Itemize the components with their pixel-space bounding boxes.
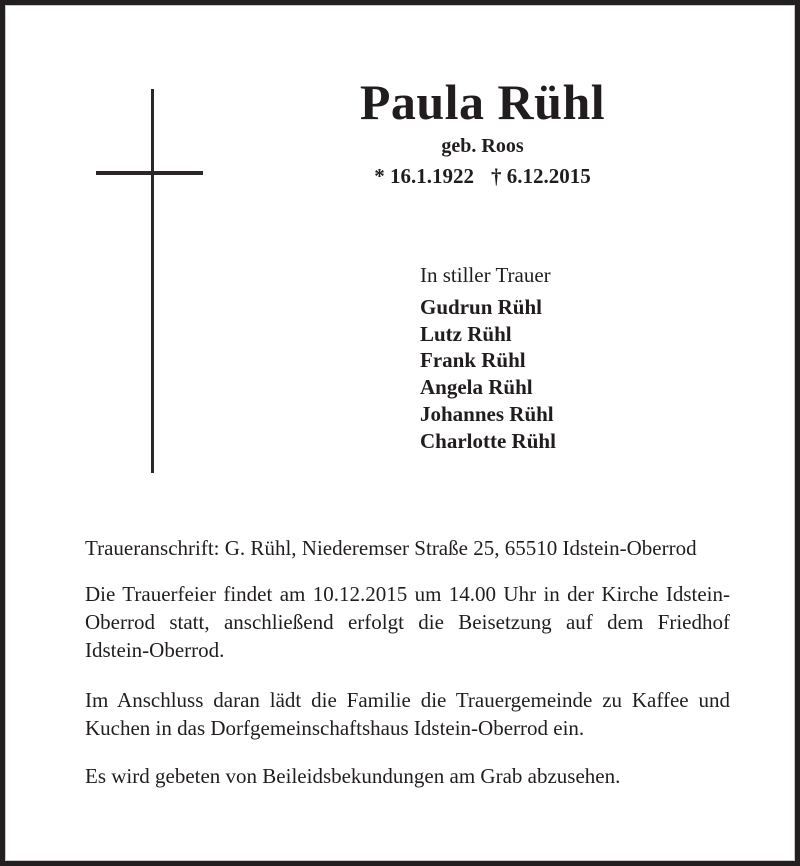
text-line: Kuchen in das Dorfgemeinschaftshaus Idstein-Oberrod ein. xyxy=(85,716,585,740)
life-dates xyxy=(180,164,785,188)
mourner-name: Gudrun Rühl xyxy=(420,295,542,319)
text-line: Oberrod statt, anschließend erfolgt die Beisetzung auf dem Friedhof xyxy=(85,610,730,634)
mourner-name: Angela Rühl xyxy=(420,375,533,400)
text-line: Idstein-Oberrod. xyxy=(85,638,225,662)
mourner-name: Johannes Rühl xyxy=(420,401,554,426)
maiden-name: geb. Roos xyxy=(441,135,524,157)
mourner-name: Frank Rühl xyxy=(420,348,526,373)
mourners-list xyxy=(420,294,556,454)
header xyxy=(180,74,785,188)
funeral-details-paragraph xyxy=(85,580,730,664)
mourner-name: Charlotte Rühl xyxy=(420,428,556,453)
death-date: † 6.12.2015 xyxy=(491,164,591,188)
condolence-request-line: Es wird gebeten von Beileidsbekundungen am Grab abzusehen. xyxy=(85,764,621,788)
mourner-name: Lutz Rühl xyxy=(420,321,512,346)
text-line: Die Trauerfeier findet am 10.12.2015 um 14.00 Uhr in der Kirche Idstein- xyxy=(85,582,730,606)
mourning-address-line: Traueranschrift: G. Rühl, Niederemser Straße 25, 65510 Idstein-Oberrod xyxy=(85,536,697,560)
reception-paragraph xyxy=(85,686,730,742)
birth-date: * 16.1.1922 xyxy=(374,164,474,188)
deceased-name: Paula Rühl xyxy=(359,74,606,130)
text-line: Im Anschluss daran lädt die Familie die Trauergemeinde zu Kaffee und xyxy=(85,688,730,712)
mourning-intro: In stiller Trauer xyxy=(420,263,551,287)
cross-vertical-bar xyxy=(151,89,154,473)
